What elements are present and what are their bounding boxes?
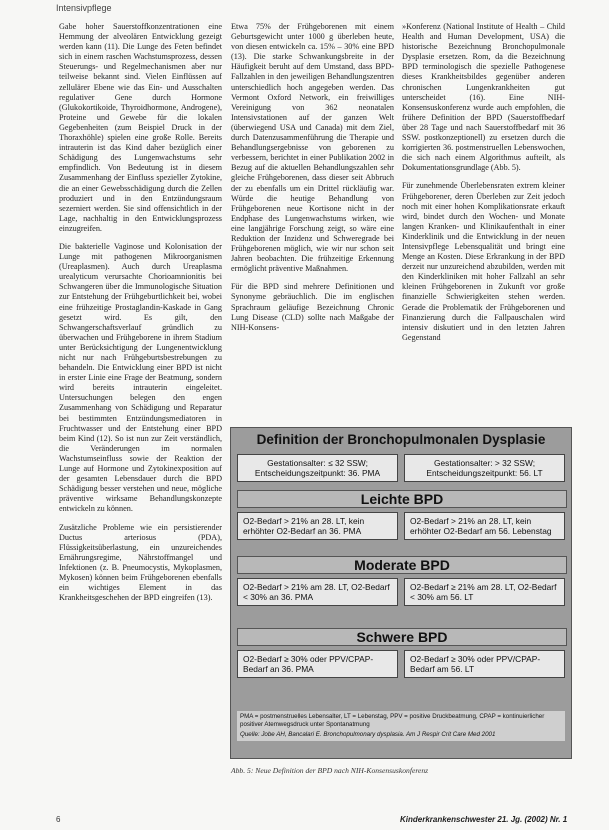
moderate-bpd-row [237, 578, 565, 606]
paragraph: Etwa 75% der Frühgeborenen mit einem Geburtsgewicht unter 1000 g überleben heute, von diesen entwickeln ca. 15% – 30% eine BPD (13). Die starke Schwankungsbreite in der Häufigkeit beruht auf dem Umstand, dass BPD-Fallzahlen in den jeweiligen Behandlungszentren unterschiedlich hoch angegeben werden. Das Vermont Oxford Network, ein freiwilliges Vereinigung von 362 neonatalen Intensivstationen auf der ganzen Welt (überwiegend USA und Canada) mit dem Ziel, durch Datenzusammenführung die Therapie und Behandlungsergebnisse von geborenen zu verbessern, berichtet in einer Publikation 2002 in Bezug auf die aktuellen Behandlungszahlen sehr gleiche Frühgeborenen, dass dieser seit Abbruch der zu ebenfalls um ein Drittel rückläufig war. Würde die heutige Behandlung von Frühgeborenen neue Kortisone nicht in der Endphase des Lungenwachstums wirken, wie eine langjährige Forschung zeigt, so wäre eine Reduktion der Inzidenz und Schweregrade bei Frühgeborenen möglich, wie wir nur schon seit Jahren beobachten. Die frühzeitige Erkennung ermöglicht präventive Maßnahmen. [231, 22, 394, 274]
text-column-1 [59, 22, 222, 810]
paragraph: »Konferenz (National Institute of Health – Child Health and Human Development, USA) die historische Bezeichnung Bronchopulmonale Dysplasie ersetzen. Rom, da die Bezeichnung BPD terminologisch die spezielle Pathogenese dieses Krankheitsbildes gegenüber anderen chronischen Lungenkrankheiten gut unterscheidet (16). Eine NIH-Konsensuskonferenz wurde auch empfohlen, die frühere Definition der BPD (Sauerstoffbedarf über 28 Tage und nach Sauerstoffbedarf mit 36 SSW. postkonzeptionell) zu ersetzen durch die korrigierten 36. postmenstruellen Lebenswochen, die sich nach einem Algorithmus aufteilt, als Dokumentationsgrundlage (Abb. 5). [402, 22, 565, 173]
severe-bpd-row [237, 650, 565, 678]
severe-right-box: O2-Bedarf ≥ 30% oder PPV/CPAP-Bedarf am 56. LT [404, 650, 565, 678]
paragraph: Zusätzliche Probleme wie ein persistierender Ductus arteriosus (PDA), Flüssigkeitsüberlastung, ein unzureichendes Ernährungsregime, Nährstoffmangel und Infektionen (z. B. Pneumocystis, Mykoplasmen, Mykosen) können beim Frühgeborenen ebenfalls ein wichtiges Element in das Krankheitsgeschehen der BPD eingreifen (13). [59, 522, 222, 603]
mild-bpd-row [237, 512, 565, 540]
figure-footnote [237, 711, 565, 741]
moderate-bpd-label: Moderate BPD [237, 556, 567, 574]
figure-caption: Abb. 5: Neue Definition der BPD nach NIH-Konsensuskonferenz [231, 766, 429, 775]
gestational-age-row [237, 454, 565, 482]
severe-bpd-label: Schwere BPD [237, 628, 567, 646]
abbreviation-legend: PMA = postmenstruelles Lebensalter, LT = Lebenstag, PPV = positive Druckbeatmung, CPAP = kontinuierlicher positiver Atemwegsdruck unter Spontanatmung [240, 713, 545, 728]
figure-source: Quelle: Jobe AH, Bancalari E. Bronchopulmonary dysplasia. Am J Respir Crit Care Med 2001 [240, 731, 496, 738]
text-column-2 [231, 22, 394, 420]
journal-footer: Kinderkrankenschwester 21. Jg. (2002) Nr. 1 [400, 815, 568, 824]
figure-title: Definition der Bronchopulmonalen Dysplasie [256, 432, 546, 447]
bpd-definition-figure [230, 427, 572, 759]
ga-left-box: Gestationsalter: ≤ 32 SSW; Entscheidungszeitpunkt: 36. PMA [237, 454, 398, 482]
paragraph: Gabe hoher Sauerstoffkonzentrationen eine Hemmung der alveolären Entwicklung gezeigt werden kann (11). Die Lunge des Feten befindet sich in einem raschen Wachstumsprozess, dessen Steuerungs- und Regelmechanismen aber nur teilweise bekannt sind. Vielen Einflüssen auf zellulärer Ebene wie das Ein- und Ausschalten regulativer Gene durch Hormone (Glukokortikoide, Thyroidhormone, Androgene), Proteine und Gewebe für die lokalen Gegebenheiten (zum Beispiel Druck in der Thoraxhöhle) spielen eine große Rolle. Bereits intrauterin ist das Kind daher bezüglich einer Schädigung des Lungenwachstums sehr empfindlich. Von Bedeutung ist in diesem Zusammenhang der Einfluss spezieller Zytokine, die an einer Gewebsschädigung durch die Zellen produziert und in den Entzündungsraum sezerniert werden. Sie sind offensichtlich in der Lage, nachhaltig in den Entwicklungsprozess einzugreifen. [59, 22, 222, 233]
mild-bpd-label: Leichte BPD [237, 490, 567, 508]
running-header: Intensivpflege [56, 3, 112, 13]
severe-left-box: O2-Bedarf ≥ 30% oder PPV/CPAP-Bedarf an 36. PMA [237, 650, 398, 678]
page-number: 6 [56, 815, 61, 824]
text-column-3 [402, 22, 565, 420]
paragraph: Für die BPD sind mehrere Definitionen und Synonyme gebräuchlich. Die im englischen Sprachraum geläufige Bezeichnung Chronic Lung Disease (CLD) sollte nach Maßgabe der NIH-Konsens- [231, 282, 394, 332]
paragraph: Für zunehmende Überlebensraten extrem kleiner Frühgeborener, deren Überleben zur Zeit jedoch noch mit einer hohen Komplikationsrate erkauft wird, bindet durch den Wochen- und Monate langen Kranken- und Klinikaufenthalt in einer Kinderklinik und die Entwicklung in der neuen Intensivpflege Lebensqualität und bringt eine Menge an Kosten. Diese Erkrankung in der BPD derzeit nur unzureichend abzubilden, werden mit den Kinderkliniken mit hoher Fallzahl an sehr kleinen Frühgeborenen in Zukunft vor große finanzielle Schwierigkeiten stehen werden. Gerade die Problematik der Frühgeborenen und Finanzierung durch die Fallpauschalen wird intensiv diskutiert und in den letzten Jahren Gegenstand [402, 181, 565, 342]
mild-left-box: O2-Bedarf > 21% an 28. LT, kein erhöhter O2-Bedarf an 36. PMA [237, 512, 398, 540]
moderate-right-box: O2-Bedarf ≥ 21% am 28. LT, O2-Bedarf < 30% am 56. LT [404, 578, 565, 606]
moderate-left-box: O2-Bedarf > 21% am 28. LT, O2-Bedarf < 30% an 36. PMA [237, 578, 398, 606]
mild-right-box: O2-Bedarf > 21% an 28. LT, kein erhöhter O2-Bedarf am 56. Lebenstag [404, 512, 565, 540]
paragraph: Die bakterielle Vaginose und Kolonisation der Lunge mit pathogenen Mikroorganismen (Ureaplasmen). Auch durch Ureaplasma urealyticum verursachte Chorioamnionitis bei Schwangeren über die Immunologische Situation zur Entstehung der Frühgeburtlichkeit bei, wobei eine frühzeitige Prostaglandin-Kaskade in Gang gesetzt wird. Es gilt, den Schwangerschaftsverlauf gründlich zu überwachen und Frühgeborene in ihrem Stadium unter Berücksichtigung der Lungenentwicklung nicht nur nach Frühgeburtsbestrebungen zu behandeln. Die Entwicklung einer BPD ist nicht in erster Linie eine Frage der Beatmung, sondern wird bereits intrauterin eingeleitet. Untersuchungen belegen den engen Zusammenhang von Schädigung und Reparatur bei bestimmten Entzündungsmediatoren in Fruchtwasser und der Entstehung einer BPD beim Kind (12). So ist nun zur Zeit verständlich, die Veränderungen im normalen Wachstumseinfluss sowie der Reaktion der Lunge auf Hormone und Zytokinexposition auf der gesamten Lebensdauer durch die BPD Schädigung besser verstehen und neue, mögliche präventive wirksame Behandlungskonzepte entwickeln zu können. [59, 241, 222, 514]
ga-right-box: Gestationsalter: > 32 SSW; Entscheidungszeitpunkt: 56. LT [404, 454, 565, 482]
